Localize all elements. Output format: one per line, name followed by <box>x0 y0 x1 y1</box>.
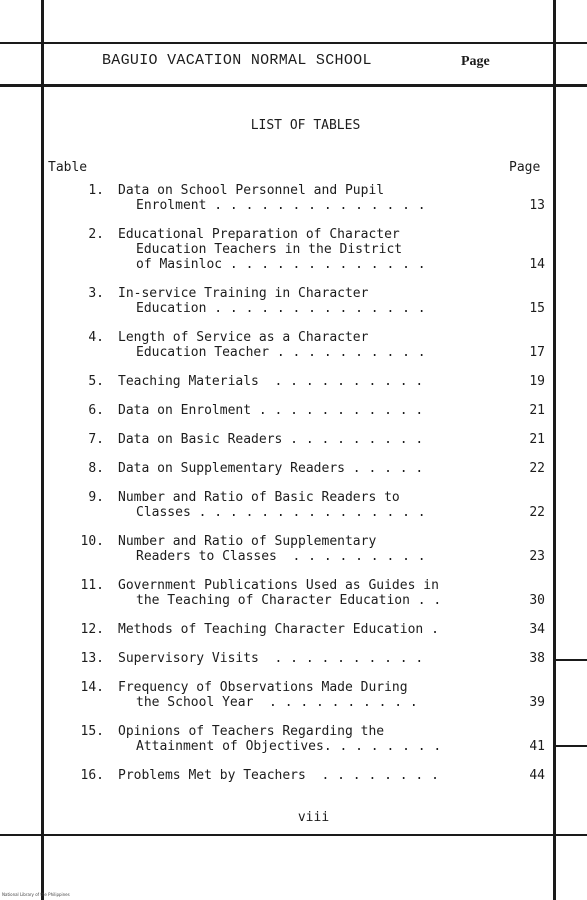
right-margin-rule <box>553 0 556 900</box>
table-title <box>118 768 498 783</box>
page-reference: 44 <box>529 768 545 783</box>
table-title-line: Data on Basic Readers . . . . . . . . . <box>118 432 424 447</box>
table-title <box>118 680 498 710</box>
table-number: 15. <box>80 724 104 739</box>
page-reference: 21 <box>529 403 545 418</box>
table-number: 8. <box>88 461 104 476</box>
table-title-line: Opinions of Teachers Regarding the <box>118 724 385 739</box>
page-reference: 30 <box>529 593 545 608</box>
page-reference: 22 <box>529 505 545 520</box>
page-number: viii <box>297 810 330 825</box>
table-title-line: Education Teachers in the District <box>136 242 403 257</box>
table-number: 2. <box>88 227 104 242</box>
table-title <box>118 724 498 754</box>
table-title <box>118 286 498 316</box>
table-column-header: Table <box>48 160 88 175</box>
table-title-line: Data on School Personnel and Pupil <box>118 183 385 198</box>
page-reference: 19 <box>529 374 545 389</box>
table-title-line: Enrolment . . . . . . . . . . . . . . <box>136 198 426 213</box>
edge-tick <box>556 745 587 747</box>
table-title <box>118 578 498 608</box>
table-title-line: Readers to Classes . . . . . . . . . <box>136 549 426 564</box>
table-number: 4. <box>88 330 104 345</box>
table-title-line: Classes . . . . . . . . . . . . . . . <box>136 505 426 520</box>
page-reference: 17 <box>529 345 545 360</box>
page-reference: 41 <box>529 739 545 754</box>
table-number: 14. <box>80 680 104 695</box>
page-title: LIST OF TABLES <box>250 118 361 133</box>
bottom-rule <box>0 834 587 836</box>
table-title-line: Teaching Materials . . . . . . . . . . <box>118 374 424 389</box>
table-number: 10. <box>80 534 104 549</box>
library-stamp: National Library of the Philippines <box>2 892 70 897</box>
table-title-line: Number and Ratio of Supplementary <box>118 534 377 549</box>
table-title-line: of Masinloc . . . . . . . . . . . . . <box>136 257 426 272</box>
table-title <box>118 403 498 418</box>
table-title <box>118 651 498 666</box>
table-title <box>118 183 498 213</box>
table-title-line: Educational Preparation of Character <box>118 227 400 242</box>
page-reference: 23 <box>529 549 545 564</box>
header-page-label: Page <box>461 54 490 69</box>
page-reference: 15 <box>529 301 545 316</box>
table-number: 9. <box>88 490 104 505</box>
table-title-line: Education . . . . . . . . . . . . . . <box>136 301 426 316</box>
page-reference: 13 <box>529 198 545 213</box>
left-margin-rule <box>41 0 44 900</box>
page-column-header: Page <box>509 160 541 175</box>
table-number: 11. <box>80 578 104 593</box>
table-title <box>118 227 498 272</box>
table-title-line: Methods of Teaching Character Education . <box>118 622 439 637</box>
table-title <box>118 490 498 520</box>
page-reference: 22 <box>529 461 545 476</box>
table-title <box>118 534 498 564</box>
table-title-line: Frequency of Observations Made During <box>118 680 408 695</box>
table-number: 3. <box>88 286 104 301</box>
table-title-line: Length of Service as a Character <box>118 330 369 345</box>
table-title-line: Data on Supplementary Readers . . . . . <box>118 461 424 476</box>
header-title: BAGUIO VACATION NORMAL SCHOOL <box>102 52 372 69</box>
table-number: 16. <box>80 768 104 783</box>
top-rule <box>0 42 587 44</box>
page-reference: 34 <box>529 622 545 637</box>
table-title <box>118 374 498 389</box>
table-number: 5. <box>88 374 104 389</box>
page-reference: 39 <box>529 695 545 710</box>
table-title-line: In-service Training in Character <box>118 286 369 301</box>
table-title-line: Number and Ratio of Basic Readers to <box>118 490 400 505</box>
table-title-line: Education Teacher . . . . . . . . . . <box>136 345 426 360</box>
table-number: 7. <box>88 432 104 447</box>
table-title <box>118 330 498 360</box>
page-reference: 14 <box>529 257 545 272</box>
header-rule <box>0 84 587 87</box>
table-title <box>118 461 498 476</box>
table-title-line: Data on Enrolment . . . . . . . . . . . <box>118 403 424 418</box>
table-number: 6. <box>88 403 104 418</box>
table-title-line: Problems Met by Teachers . . . . . . . . <box>118 768 439 783</box>
page-reference: 38 <box>529 651 545 666</box>
table-title <box>118 622 498 637</box>
table-title-line: Attainment of Objectives. . . . . . . . <box>136 739 442 754</box>
table-title-line: the Teaching of Character Education . . <box>136 593 442 608</box>
table-number: 13. <box>80 651 104 666</box>
page-reference: 21 <box>529 432 545 447</box>
table-title <box>118 432 498 447</box>
edge-tick <box>556 659 587 661</box>
table-title-line: Government Publications Used as Guides in <box>118 578 439 593</box>
table-title-line: Supervisory Visits . . . . . . . . . . <box>118 651 424 666</box>
table-title-line: the School Year . . . . . . . . . . <box>136 695 418 710</box>
table-number: 12. <box>80 622 104 637</box>
table-number: 1. <box>88 183 104 198</box>
